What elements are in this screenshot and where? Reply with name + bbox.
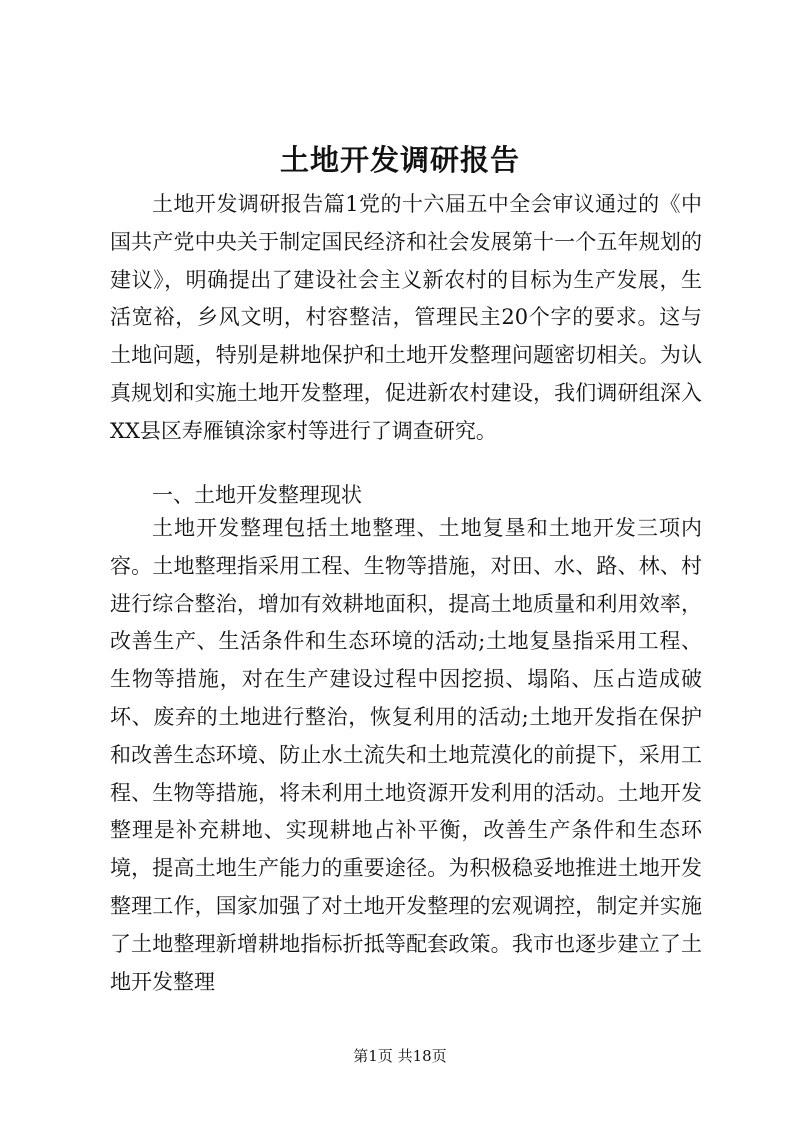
intro-paragraph: 土地开发调研报告篇1党的十六届五中全会审议通过的《中国共产党中央关于制定国民经济和社会发展第十一个五年规划的建议》，明确提出了建设社会主义新农村的目标为生产发展，生活宽裕，乡风文明，村容整洁，管理民主20个字的要求。这与土地问题，特别是耕地保护和土地开发整理问题密切相关。为认真规划和实施土地开发整理，促进新农村建设，我们调研组深入XX县区寿雁镇涂家村等进行了调查研究。 bbox=[110, 192, 702, 443]
page-number: 第1页 共18页 bbox=[353, 1047, 447, 1065]
document-title: 土地开发调研报告 bbox=[279, 143, 520, 177]
body-paragraph: 土地开发整理包括土地整理、土地复垦和土地开发三项内容。土地整理指采用工程、生物等措施，对田、水、路、林、村进行综合整治，增加有效耕地面积，提高土地质量和利用效率，改善生产、生活条件和生态环境的活动;土地复垦指采用工程、生物等措施，对在生产建设过程中因挖损、塌陷、压占造成破坏、废弃的土地进行整治，恢复利用的活动;土地开发指在保护和改善生态环境、防止水土流失和土地荒漠化的前提下，采用工程、生物等措施，将未利用土地资源开发利用的活动。土地开发整理是补充耕地、实现耕地占补平衡，改善生产条件和生态环境，提高土地生产能力的重要途径。为积极稳妥地推进土地开发整理工作，国家加强了对土地开发整理的宏观调控，制定并实施了土地整理新增耕地指标折抵等配套政策。我市也逐步建立了土地开发整理 bbox=[110, 516, 702, 994]
section-heading: 一、土地开发整理现状 bbox=[152, 483, 362, 507]
